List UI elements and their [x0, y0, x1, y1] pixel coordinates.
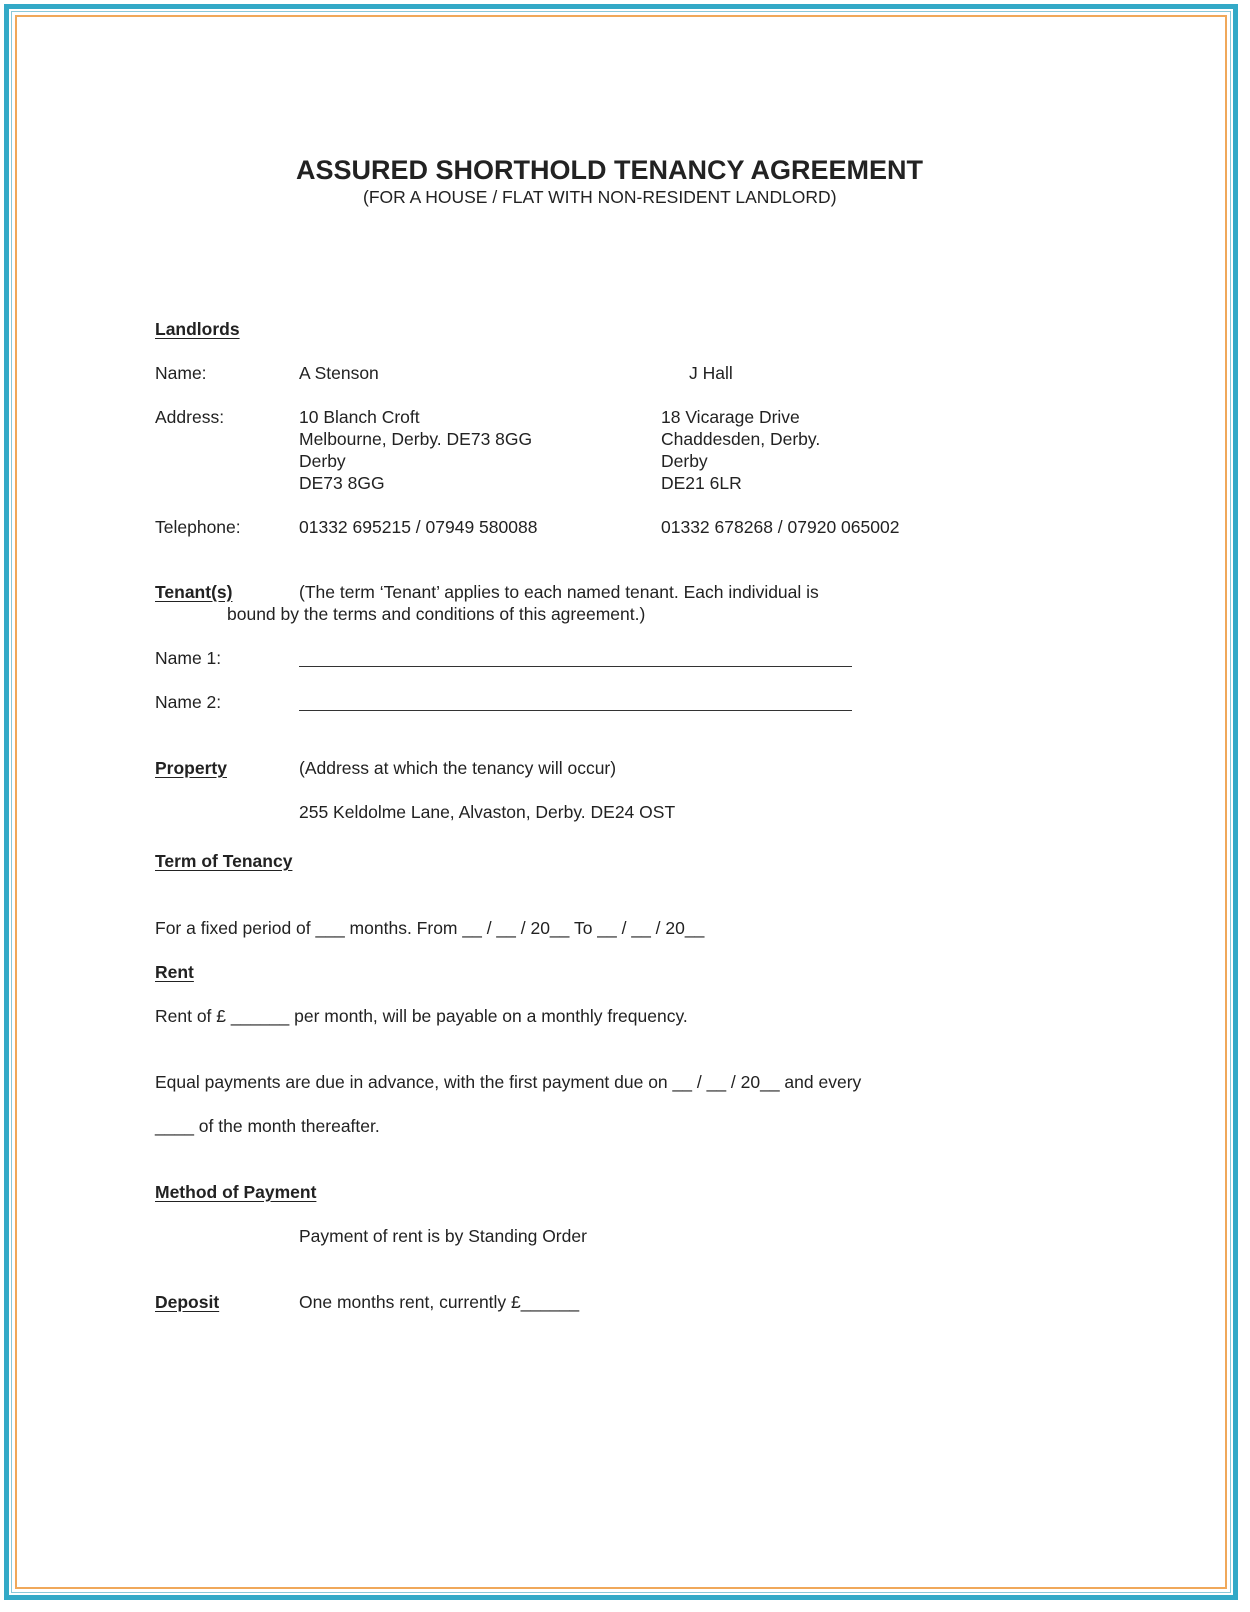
- tenant-name1-label: Name 1:: [155, 648, 222, 668]
- landlord2-address-line: 18 Vicarage Drive: [661, 407, 800, 427]
- name-label: Name:: [155, 363, 207, 383]
- landlord1-address-line: DE73 8GG: [299, 473, 385, 493]
- landlord2-address-line: DE21 6LR: [661, 473, 742, 493]
- payment-text: Payment of rent is by Standing Order: [299, 1226, 587, 1246]
- landlord1-address-line: Derby: [299, 451, 346, 471]
- rent-line1: Rent of £ ______ per month, will be payable on a monthly frequency.: [155, 1006, 688, 1026]
- rent-heading: Rent: [155, 962, 194, 982]
- term-text: For a fixed period of ___ months. From __ / __ / 20__ To __ / __ / 20__: [155, 918, 705, 938]
- landlord2-name: J Hall: [689, 363, 733, 383]
- document-title: ASSURED SHORTHOLD TENANCY AGREEMENT: [296, 155, 924, 185]
- tenant-name2-label: Name 2:: [155, 692, 222, 712]
- tenant-name1-line: [299, 666, 852, 667]
- tenants-heading: Tenant(s): [155, 582, 233, 602]
- tenants-note-line1: (The term ‘Tenant’ applies to each named tenant. Each individual is: [299, 582, 819, 602]
- rent-line3: ____ of the month thereafter.: [155, 1116, 380, 1136]
- document-subtitle: (FOR A HOUSE / FLAT WITH NON-RESIDENT LANDLORD): [363, 187, 837, 207]
- landlords-heading: Landlords: [155, 319, 240, 339]
- landlord1-telephone: 01332 695215 / 07949 580088: [299, 517, 538, 537]
- tenant-name2-line: [299, 710, 852, 711]
- landlord1-address-line: Melbourne, Derby. DE73 8GG: [299, 429, 533, 449]
- payment-heading: Method of Payment: [155, 1182, 317, 1202]
- deposit-text: One months rent, currently £______: [299, 1292, 580, 1312]
- property-note: (Address at which the tenancy will occur): [299, 758, 617, 778]
- rent-line2: Equal payments are due in advance, with the first payment due on __ / __ / 20__ and every: [155, 1072, 862, 1092]
- property-address: 255 Keldolme Lane, Alvaston, Derby. DE24 OST: [299, 802, 676, 822]
- term-heading: Term of Tenancy: [155, 851, 293, 871]
- telephone-label: Telephone:: [155, 517, 241, 537]
- deposit-heading: Deposit: [155, 1292, 220, 1312]
- landlord2-telephone: 01332 678268 / 07920 065002: [661, 517, 900, 537]
- landlord2-address-line: Derby: [661, 451, 708, 471]
- tenants-note-line2: bound by the terms and conditions of this agreement.): [227, 604, 646, 624]
- address-label: Address:: [155, 407, 225, 427]
- landlord2-address-line: Chaddesden, Derby.: [661, 429, 821, 449]
- landlord1-address-line: 10 Blanch Croft: [299, 407, 420, 427]
- property-heading: Property: [155, 758, 227, 778]
- landlord1-name: A Stenson: [299, 363, 379, 383]
